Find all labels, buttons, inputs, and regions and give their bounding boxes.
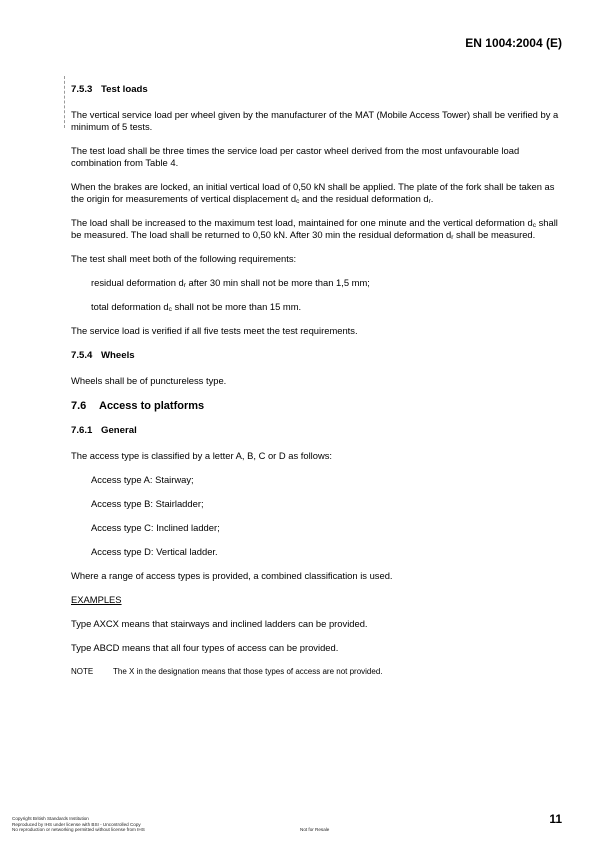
page-number: 11 bbox=[549, 812, 562, 826]
access-type-item: Access type C: Inclined ladder; bbox=[91, 522, 220, 533]
example: Type AXCX means that stairways and inclined ladders can be provided. bbox=[71, 618, 368, 629]
copyright-line: Copyright British Standards Institution bbox=[12, 816, 89, 821]
note-text: The X in the designation means that those types of access are not provided. bbox=[113, 667, 383, 676]
note-label: NOTE bbox=[71, 667, 94, 676]
heading-7-5-4 bbox=[71, 350, 566, 362]
access-type-item: Access type D: Vertical ladder. bbox=[91, 546, 218, 557]
text-run: . bbox=[430, 193, 434, 204]
subscript: r bbox=[183, 282, 186, 289]
text-run: The load shall be increased to the maximum test load, maintained for one minute and the vertical deformation d bbox=[71, 217, 533, 228]
access-type-item: Access type B: Stairladder; bbox=[91, 498, 204, 509]
paragraph bbox=[71, 181, 566, 205]
page-content bbox=[71, 84, 566, 677]
subscript: c bbox=[532, 222, 536, 229]
section-title: Test loads bbox=[101, 84, 148, 95]
note bbox=[71, 666, 566, 677]
section-title: General bbox=[101, 425, 137, 436]
text-run: total deformation d bbox=[91, 301, 169, 312]
heading-7-6 bbox=[71, 400, 566, 413]
text-run: and the residual deformation d bbox=[299, 193, 429, 204]
text-run: When the brakes are locked, an initial vertical load of 0,50 kN shall be applied. The plate of the fork shall be taken as the origin for measurements of vertical displacement d bbox=[71, 181, 555, 204]
section-number: 7.5.3 bbox=[71, 84, 93, 95]
resale-notice: Not for Resale bbox=[300, 827, 330, 832]
subscript: r bbox=[451, 234, 454, 241]
paragraph bbox=[71, 217, 566, 241]
section-number: 7.6.1 bbox=[71, 425, 93, 436]
requirement-item bbox=[71, 301, 566, 313]
change-bar bbox=[64, 76, 65, 128]
document-id: EN 1004:2004 (E) bbox=[465, 36, 562, 50]
paragraph: Where a range of access types is provided, a combined classification is used. bbox=[71, 570, 393, 581]
copyright-line: No reproduction or networking permitted without license from IHS bbox=[12, 827, 145, 833]
paragraph: The vertical service load per wheel given by the manufacturer of the MAT (Mobile Access Tower) shall be verified by a minimum of 5 tests. bbox=[71, 109, 559, 132]
paragraph: The access type is classified by a letter A, B, C or D as follows: bbox=[71, 450, 333, 461]
copyright-line: Reproduced by IHS under license with BSI - Uncontrolled Copy bbox=[12, 821, 141, 827]
paragraph: The service load is verified if all five tests meet the test requirements. bbox=[71, 325, 358, 336]
requirement-item bbox=[71, 277, 566, 289]
text-run: shall be measured. The load shall be returned to 0,50 kN. After 30 min the residual deformation d bbox=[71, 217, 558, 240]
examples-label: EXAMPLES bbox=[71, 594, 122, 605]
subscript: c bbox=[296, 198, 300, 205]
paragraph: The test load shall be three times the service load per castor wheel derived from the most unfavourable load combination from Table 4. bbox=[71, 145, 520, 168]
section-title: Wheels bbox=[101, 350, 135, 361]
copyright-notice bbox=[12, 816, 145, 833]
section-number: 7.6 bbox=[71, 400, 87, 412]
heading-7-6-1 bbox=[71, 425, 566, 437]
paragraph: The test shall meet both of the following requirements: bbox=[71, 253, 297, 264]
paragraph: Wheels shall be of punctureless type. bbox=[71, 375, 227, 386]
text-run: residual deformation d bbox=[91, 277, 184, 288]
subscript: c bbox=[168, 306, 172, 313]
section-number: 7.5.4 bbox=[71, 350, 93, 361]
subscript: r bbox=[428, 198, 431, 205]
text-run: shall be measured. bbox=[453, 229, 536, 240]
example: Type ABCD means that all four types of access can be provided. bbox=[71, 642, 339, 653]
text-run: after 30 min shall not be more than 1,5 mm; bbox=[185, 277, 370, 288]
access-type-item: Access type A: Stairway; bbox=[91, 474, 194, 485]
heading-7-5-3 bbox=[71, 84, 566, 96]
text-run: shall not be more than 15 mm. bbox=[171, 301, 302, 312]
section-title: Access to platforms bbox=[99, 400, 205, 412]
